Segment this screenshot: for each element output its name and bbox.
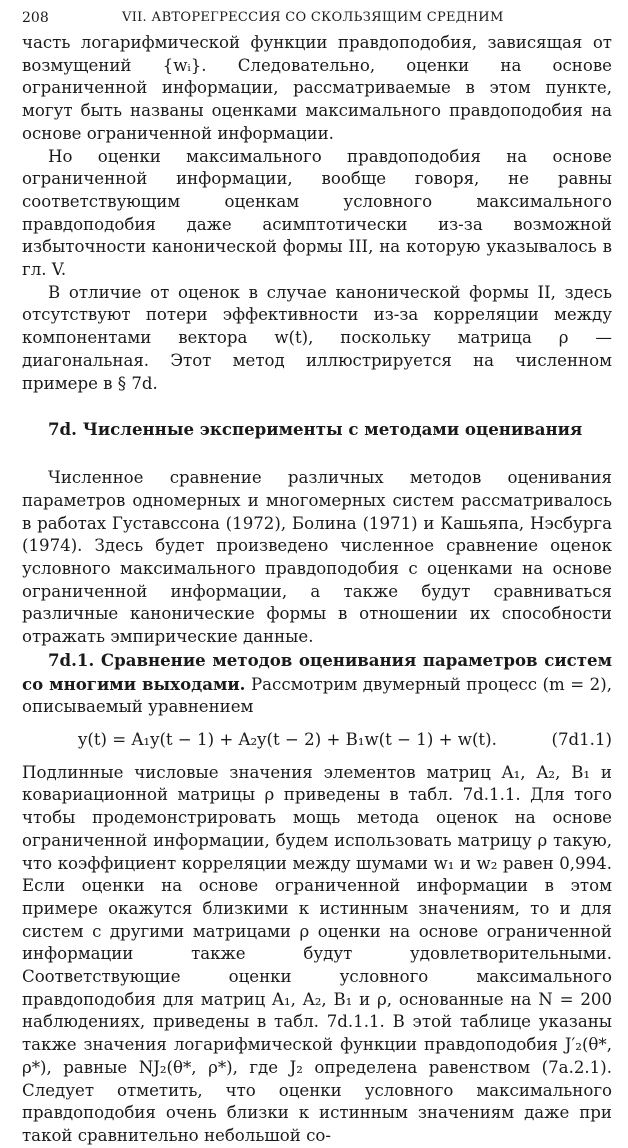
paragraph-6: Подлинные числовые значения элементов матриц A₁, A₂, B₁ и ковариационной матрицы ρ приведены в табл. 7d.1.1. Для того чтобы продемонстрировать мощь метода оценок на основе ограниченной информации, будем использовать матрицу ρ такую, что коэффициент корреляции между шумами w₁ и w₂ равен 0,994. Если оценки на основе ограниченной информации в этом примере окажутся близкими к истинным значениям, то и для систем с другими матрицами ρ оценки на основе ограниченной информации также будут удовлетворительными. Соответствующие оценки условного максимального правдоподобия для матриц A₁, A₂, B₁ и ρ, основанные на N = 200 наблюдениях, приведены в табл. 7d.1.1. В этой таблице указаны также значения логарифмической функции правдоподобия J′₂(θ*, ρ*), равные NJ₂(θ*, ρ*), где J₂ определена равенством (7a.2.1). Следует отметить, что оценки условного максимального правдоподобия очень близки к истинным значениям даже при такой сравнительно небольшой со- xyxy=(22,762,612,1145)
paragraph-2: Но оценки максимального правдоподобия на основе ограниченной информации, вообще говоря, не равны соответствующим оценкам условного максимального правдоподобия даже асимптотически из-за возможной избыточности канонической формы III, на которую указывалось в гл. V. xyxy=(22,146,612,280)
paragraph-1: часть логарифмической функции правдоподобия, зависящая от возмущений {wᵢ}. Следовательно, оценки на основе ограниченной информации, рассматриваемые в этом пункте, могут быть названы оценками максимального правдоподобия на основе ограниченной информации. xyxy=(22,33,612,143)
equation-body: y(t) = A₁y(t − 1) + A₂y(t − 2) + B₁w(t − 1) + w(t). xyxy=(78,729,497,749)
paragraph-5 xyxy=(22,649,612,719)
subsection-heading: 7d.1. Сравнение методов оценивания параметров систем со многими выходами. xyxy=(22,649,612,694)
chapter-title: VII. АВТОРЕГРЕССИЯ СО СКОЛЬЗЯЩИМ СРЕДНИМ xyxy=(122,10,504,25)
equation-label: (7d1.1) xyxy=(551,729,612,749)
paragraph-4: Численное сравнение различных методов оценивания параметров одномерных и многомерных систем рассматривалось в работах Густавссона (1972), Болина (1971) и Кашьяпа, Нэсбурга (1974). Здесь будет произведено численное сравнение оценок условного максимального правдоподобия с оценками на основе ограниченной информации, а также будут сравниваться различные канонические формы в отношении их способности отражать эмпирические данные. xyxy=(22,468,612,647)
equation-7d1-1 xyxy=(22,729,612,752)
paragraph-5-text: Рассмотрим двумерный процесс (m = 2), описываемый уравнением xyxy=(22,674,612,717)
page-number: 208 xyxy=(22,10,49,26)
book-page xyxy=(22,8,612,1148)
section-heading: 7d. Численные эксперименты с методами оценивания xyxy=(48,419,583,440)
running-head xyxy=(22,8,612,32)
paragraph-3: В отличие от оценок в случае канонической формы II, здесь отсутствуют потери эффективности из-за корреляции между компонентами вектора w(t), поскольку матрица ρ — диагональная. Этот метод иллюстрируется на численном примере в § 7d. xyxy=(22,282,612,393)
